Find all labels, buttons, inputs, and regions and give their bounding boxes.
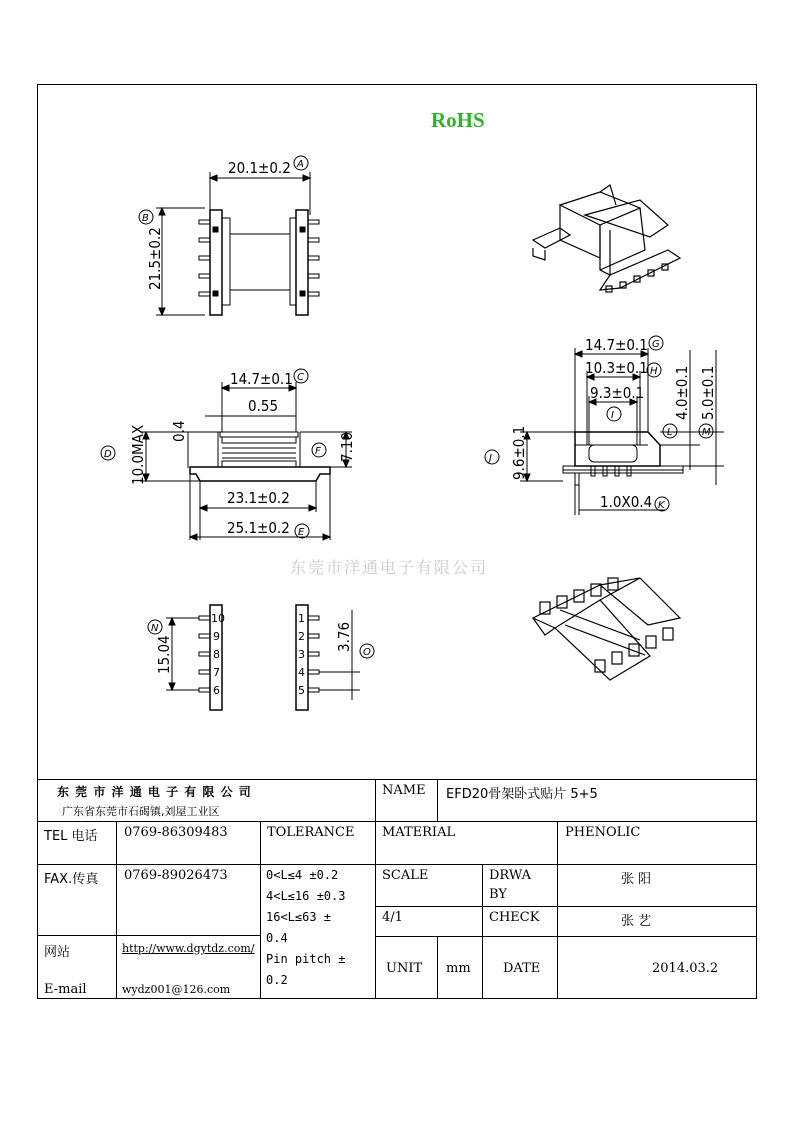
label-o: O (363, 647, 371, 658)
fax-label: FAX.传真 (44, 872, 99, 887)
check-value: 张 艺 (621, 914, 652, 929)
pin-label: 3 (298, 648, 305, 661)
label-d: D (104, 449, 112, 460)
label-n: N (151, 623, 159, 634)
tolerance-line: Pin pitch ± (266, 952, 346, 966)
label-c: C (297, 372, 304, 383)
label-g: G (652, 339, 660, 350)
tolerance-line: 0.2 (266, 973, 288, 987)
dim-l-text: 4.0±0.1 (673, 365, 691, 420)
dim-h-text: 10.3±0.1 (585, 359, 648, 377)
date-value: 2014.03.2 (652, 961, 719, 976)
label-b: B (142, 213, 149, 224)
name-value: EFD20骨架卧式贴片 5+5 (446, 787, 598, 802)
dim-e1-text: 23.1±0.2 (227, 489, 290, 507)
dim-f-text: 7.10 (338, 431, 356, 462)
side-view (101, 369, 356, 540)
dim-i-text: 9.3±0.1 (590, 384, 645, 402)
material-label: MATERIAL (382, 825, 456, 840)
date-label: DATE (503, 961, 541, 976)
label-j: J (489, 453, 492, 464)
dim-a-text: 20.1±0.2 (228, 159, 291, 177)
pin-label: 8 (213, 648, 220, 661)
check-value-cell (557, 906, 757, 937)
label-a: A (297, 159, 304, 170)
top-view (139, 156, 319, 315)
web-label: 网站 (44, 945, 71, 960)
tel-label: TEL 电话 (44, 829, 98, 844)
dim-k-text: 1.0X0.4 (600, 493, 653, 511)
dim-m-text: 5.0±0.1 (699, 365, 717, 420)
unit-value: mm (446, 961, 471, 976)
dim-d-text: 10.0MAX (129, 424, 147, 485)
unit-label: UNIT (386, 961, 423, 976)
pin-numbers (211, 612, 305, 697)
dim-c-text: 14.7±0.1 (230, 370, 293, 388)
dim-n-text: 15.04 (155, 635, 173, 674)
website-link[interactable]: http://www.dgytdz.com/ (122, 942, 255, 955)
rohs-mark: RoHS (431, 108, 485, 132)
front-view (485, 336, 724, 515)
dim-o-text: 3.76 (335, 621, 353, 652)
dim-c2-text: 0.55 (248, 397, 279, 415)
dim-j-text: 9.6±0.1 (510, 425, 528, 480)
bottom-view (148, 605, 374, 710)
pin-label: 6 (213, 684, 220, 697)
iso-view-top (533, 185, 680, 292)
label-m: M (702, 427, 711, 438)
tolerance-line: 0.4 (266, 931, 288, 945)
name-label: NAME (382, 783, 426, 798)
label-i: I (611, 410, 614, 421)
dim-e2-text: 25.1±0.2 (227, 519, 290, 537)
email-label: E-mail (44, 982, 87, 997)
check-label: CHECK (489, 910, 540, 925)
pin-label: 4 (298, 666, 305, 679)
drawn-by-value-cell (557, 864, 757, 907)
pin-label: 10 (211, 612, 225, 625)
watermark: 东莞市洋通电子有限公司 (290, 558, 489, 577)
dim-b-text: 21.5±0.2 (146, 227, 164, 290)
email-value: wydz001@126.com (122, 983, 231, 996)
iso-view-bottom (533, 578, 680, 680)
drawn-by-label-1: DRWA (489, 868, 532, 883)
dim-d2-text: 0.4 (170, 420, 188, 442)
label-k: K (658, 500, 665, 511)
pin-label: 1 (298, 612, 305, 625)
company-address: 广东省东莞市石碣镇,刘屋工业区 (62, 805, 220, 818)
dim-g-text: 14.7±0.1 (585, 336, 648, 354)
pin-label: 2 (298, 630, 305, 643)
scale-label: SCALE (382, 868, 429, 883)
label-l: L (667, 427, 673, 438)
pin-label: 7 (213, 666, 220, 679)
tel-value: 0769-86309483 (124, 825, 228, 840)
fax-value: 0769-89026473 (124, 868, 228, 883)
label-h: H (650, 366, 658, 377)
pin-label: 5 (298, 684, 305, 697)
pin-label: 9 (213, 630, 220, 643)
label-e: E (298, 527, 305, 538)
label-f: F (315, 446, 321, 457)
tolerance-line: 4<L≤16 ±0.3 (266, 889, 346, 903)
drawn-by-value: 张 阳 (621, 872, 652, 887)
tolerance-label: TOLERANCE (267, 825, 355, 840)
scale-value: 4/1 (382, 910, 403, 925)
material-value: PHENOLIC (565, 825, 641, 840)
tolerance-line: 16<L≤63 ± (266, 910, 332, 924)
drawn-by-label-2: BY (489, 887, 507, 902)
tolerance-line: 0<L≤4 ±0.2 (266, 868, 339, 882)
company-name: 东 莞 市 洋 通 电 子 有 限 公 司 (57, 785, 252, 799)
